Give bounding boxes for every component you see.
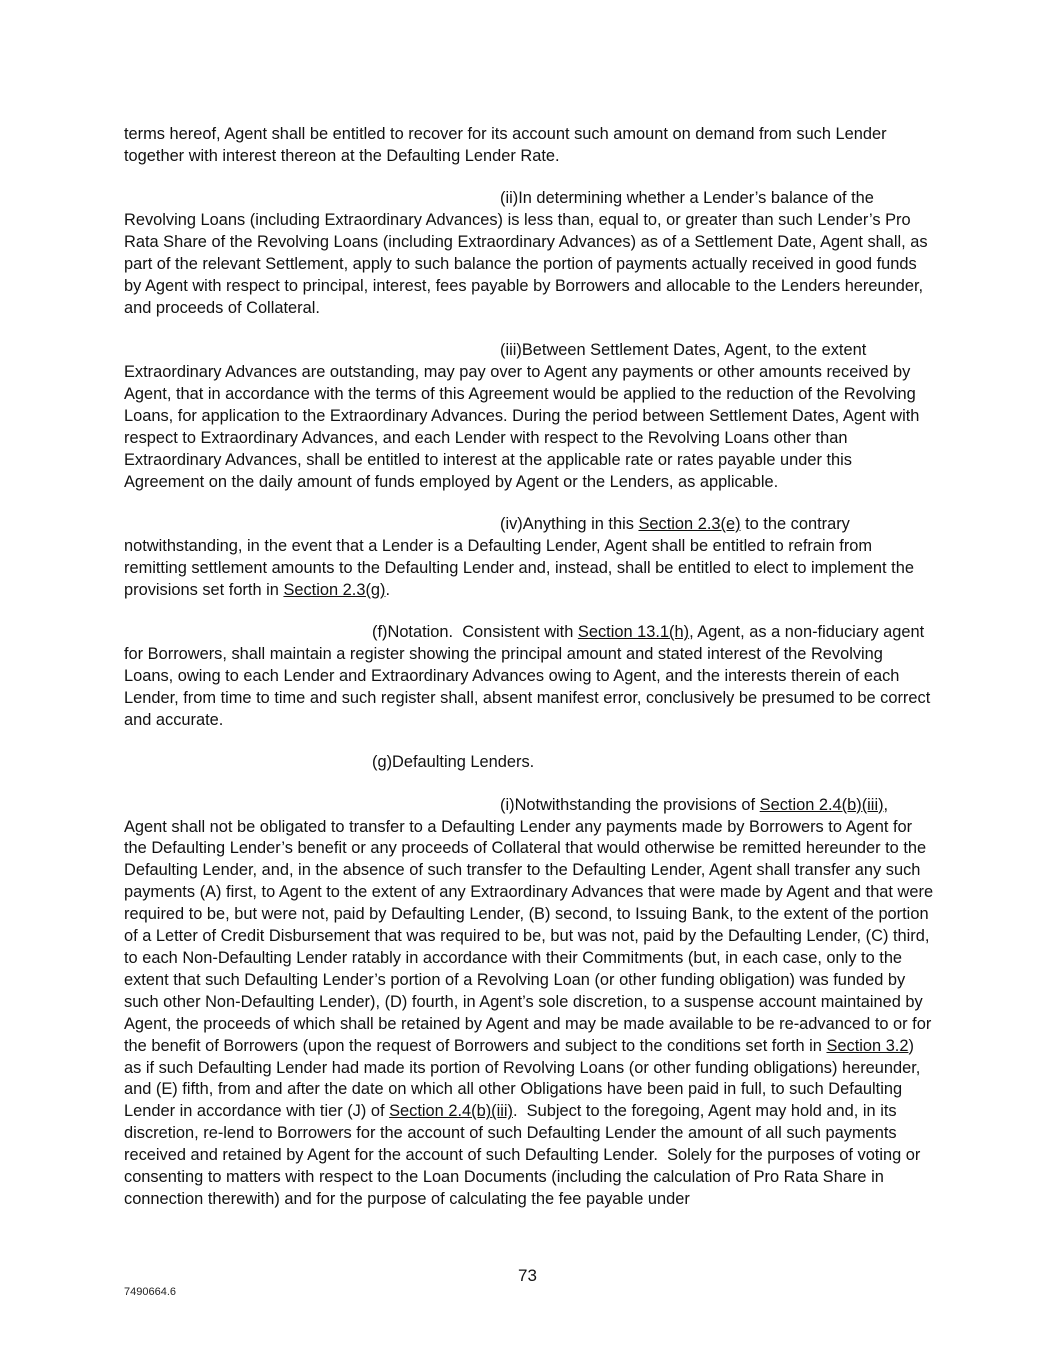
- paragraph-text: .: [385, 580, 391, 599]
- paragraph-text: terms hereof, Agent shall be entitled to recover for its account such amount on demand from such Lender together with interest thereon at the Defaulting Lender Rate.: [124, 125, 887, 165]
- section-reference-link[interactable]: Section 2.3(e): [638, 515, 741, 534]
- paragraph-ii: [124, 188, 934, 319]
- document-page: [124, 124, 934, 1231]
- paragraph-text: In determining whether a Lender’s balance of the Revolving Loans (including Extraordinary Advances) is less than, equal to, or greater than such Lender’s Pro Rata Share of the Revolving Loans (including Extraordinary Advances) as of a Settlement Date, Agent shall, as part of the relevant Settlement, apply to such balance the portion of payments actually received in good funds by Agent with respect to principal, interest, fees payable by Borrowers and allocable to the Lenders hereunder, and proceeds of Collateral.: [124, 189, 928, 317]
- section-reference-link[interactable]: Section 2.4(b)(iii): [389, 1102, 513, 1121]
- section-reference-link[interactable]: Section 3.2: [826, 1036, 909, 1055]
- paragraph-text: , Agent shall not be obligated to transfer to a Defaulting Lender any payments made by Borrowers to Agent for the Defaulting Lender’s benefit or any proceeds of Collateral that would otherwise be remitted hereunder to the Defaulting Lender, and, in the absence of such transfer to the Defaulting Lender, Agent shall transfer any such payments (A) first, to Agent to the extent of any Extraordinary Advances that were made by Agent and that were required to be, but were not, paid by Defaulting Lender, (B) second, to Issuing Bank, to the extent of the portion of a Letter of Credit Disbursement that was required to be, but was not, paid by the Defaulting Lender, (C) third, to each Non-Defaulting Lender ratably in accordance with their Commitments (but, in each case, only to the extent that such Defaulting Lender’s portion of a Revolving Loan (or other funding obligation) was funded by such other Non-Defaulting Lender), (D) fourth, in Agent’s sole discretion, to a suspense account maintained by Agent, the proceeds of which shall be retained by Agent and may be made available to be re-advanced to or for the benefit of Borrowers (upon the request of Borrowers and subject to the conditions set forth in: [124, 795, 934, 1055]
- clause-heading: Notation.: [387, 623, 454, 642]
- section-reference-link[interactable]: Section 2.3(g): [283, 580, 386, 599]
- paragraph-f: [124, 622, 934, 732]
- paragraph-iv: [124, 514, 934, 602]
- paragraph-text: Anything in this: [522, 515, 639, 534]
- clause-number: (f): [372, 623, 388, 642]
- paragraph-i: [124, 795, 934, 1211]
- clause-number: (iv): [500, 515, 523, 534]
- paragraph-text: , Agent, as a non-fiduciary agent for Borrowers, shall maintain a register showing the principal amount and stated interest of the Revolving Loans, owing to each Lender and Extraordinary Advances owing to Agent, and the interests therein of each Lender, from time to time and such register shall, absent manifest error, conclusively be presumed to be correct and accurate.: [124, 623, 931, 729]
- clause-number: (g): [372, 753, 393, 772]
- section-reference-link[interactable]: Section 13.1(h): [577, 623, 690, 642]
- clause-number: (i): [500, 795, 515, 814]
- clause-number: (iii): [500, 341, 522, 360]
- paragraph-text: Between Settlement Dates, Agent, to the extent Extraordinary Advances are outstanding, may pay over to Agent any payments or other amounts received by Agent, that in accordance with the terms of this Agreement would be applied to the reduction of the Revolving Loans, for application to the Extraordinary Advances. During the period between Settlement Dates, Agent with respect to Extraordinary Advances, and each Lender with respect to the Revolving Loans other than Extraordinary Advances, shall be entitled to interest at the applicable rate or rates payable under this Agreement on the daily amount of funds employed by Agent or the Lenders, as applicable.: [124, 341, 920, 491]
- paragraph-text: ) as if such Defaulting Lender had made its portion of Revolving Loans (or other funding obligations) hereunder, and (E) fifth, from and after the date on which all other Obligations have been paid in full, to such Defaulting Lender in accordance with tier (J) of: [124, 1036, 921, 1121]
- clause-heading: Defaulting Lenders.: [392, 753, 535, 772]
- paragraph-text: Notwithstanding the provisions of: [514, 795, 760, 814]
- document-id: 7490664.6: [124, 1286, 176, 1298]
- section-reference-link[interactable]: Section 2.4(b)(iii): [759, 795, 884, 814]
- paragraph-text: . Subject to the foregoing, Agent may hold and, in its discretion, re-lend to Borrowers for the account of such Defaulting Lender the amount of all such payments received and retained by Agent for the account of such Defaulting Lender. Solely for the purposes of voting or consenting to matters with respect to the Loan Documents (including the calculation of Pro Rata Share in connection therewith) and for the purpose of calculating the fee payable under: [124, 1102, 925, 1208]
- clause-number: (ii): [500, 189, 519, 208]
- paragraph-text: to the contrary notwithstanding, in the event that a Lender is a Defaulting Lender, Agent shall be entitled to refrain from remitting settlement amounts to the Defaulting Lender and, instead, shall be entitled to elect to implement the provisions set forth in: [124, 515, 914, 599]
- page-number: 73: [518, 1266, 537, 1285]
- paragraph-text: Consistent with: [453, 623, 578, 642]
- paragraph-g: [124, 752, 934, 774]
- paragraph-iii: [124, 340, 934, 493]
- paragraph-continuation: [124, 124, 934, 168]
